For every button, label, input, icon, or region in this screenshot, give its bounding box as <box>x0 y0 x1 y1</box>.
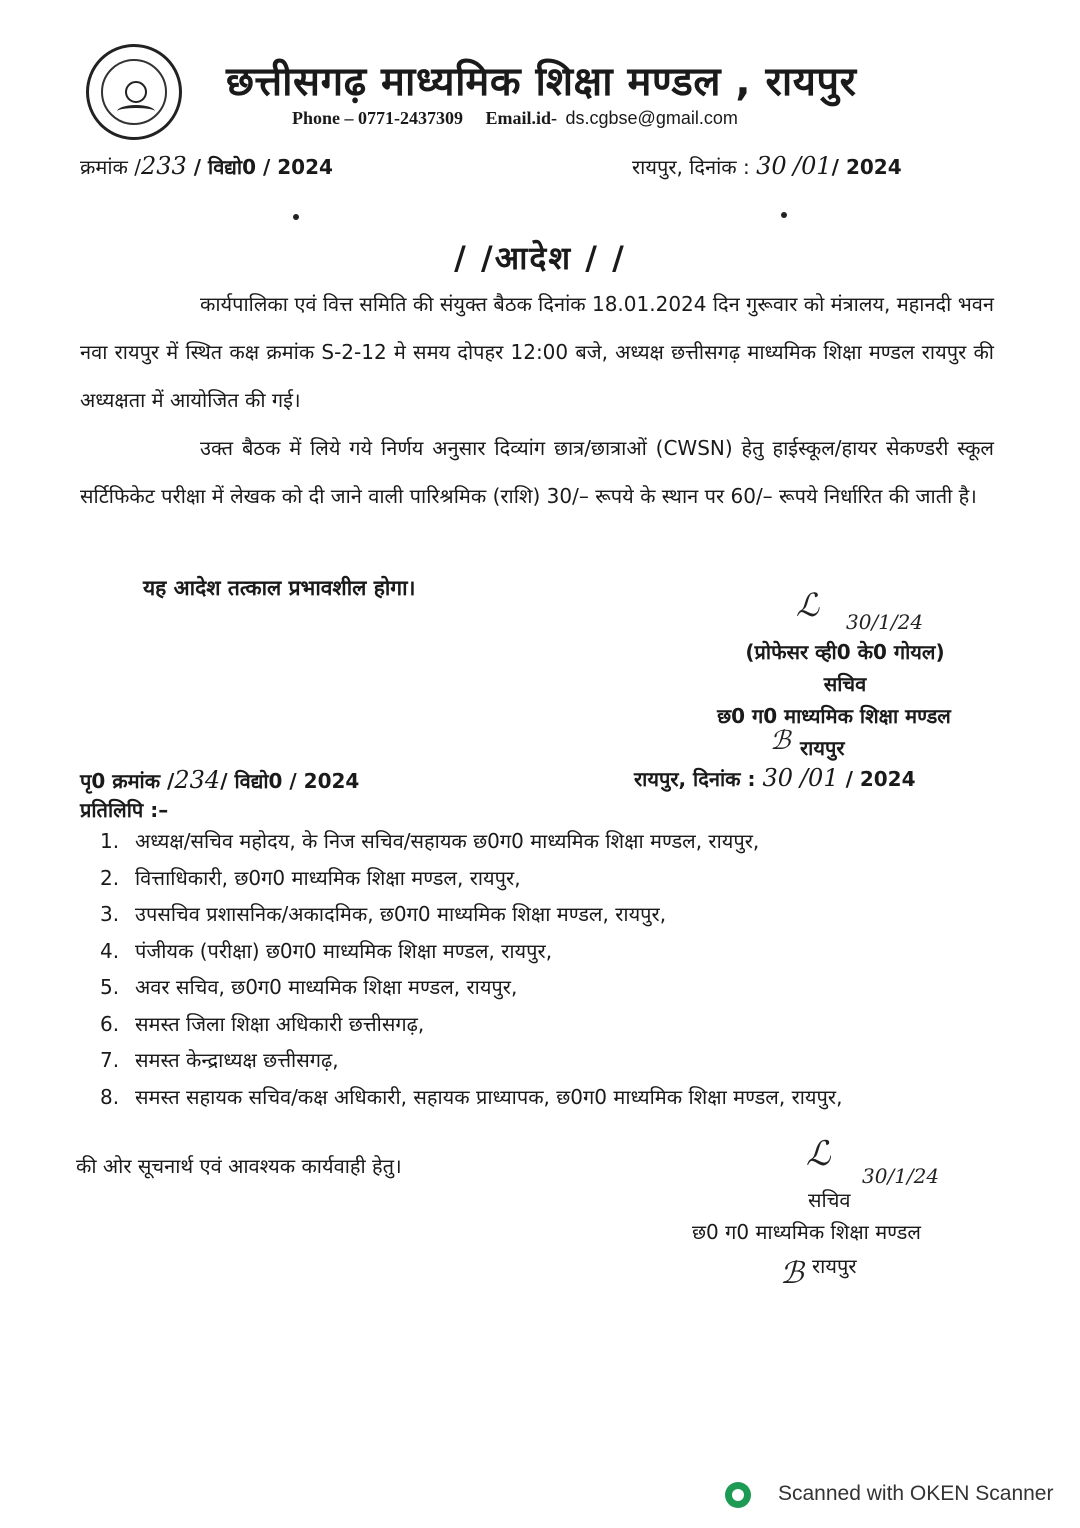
letterhead-contact <box>292 108 738 129</box>
signature-scribble-1: ℒ <box>796 586 820 624</box>
ref2-number: 234 <box>174 766 221 794</box>
ref1-suffix: / विद्यो0 / 2024 <box>186 155 333 179</box>
list-item: 5. अवर सचिव, छ0ग0 माध्यमिक शिक्षा मण्डल, रायपुर, <box>100 975 518 999</box>
seal-center-emblem <box>125 81 147 103</box>
ref1-prefix: क्रमांक / <box>80 155 141 179</box>
body-paragraph-1: कार्यपालिका एवं वित्त समिति की संयुक्त बैठक दिनांक 18.01.2024 दिन गुरूवार को मंत्रालय, महानदी भवन नवा रायपुर में स्थित कक्ष क्रमांक S-2-12 मे समय दोपहर 12:00 बजे, अध्यक्ष छत्तीसगढ़ माध्यमिक शिक्षा मण्डल रायपुर की अध्यक्षता में आयोजित की गई। <box>80 292 994 412</box>
ref2-suffix: / विद्यो0 / 2024 <box>220 769 360 793</box>
ref1-date-prefix: रायपुर, दिनांक : <box>632 155 750 179</box>
reference-date-1: रायपुर, दिनांक : 30 /01/ 2024 <box>632 152 902 180</box>
punch-mark <box>293 214 299 220</box>
ref2-date-day: 30 <box>762 764 793 792</box>
ref2-date-year: / 2024 <box>845 767 916 791</box>
letterhead-title: छत्तीसगढ़ माध्यमिक शिक्षा मण्डल , रायपुर <box>226 59 857 105</box>
seal-book-icon <box>117 105 155 118</box>
email-link[interactable]: ds.cgbse@gmail.com <box>565 108 738 128</box>
signatory-name: (प्रोफेसर व्ही0 के0 गोयल) <box>745 640 945 664</box>
signature-date-2: 30/1/24 <box>862 1164 940 1188</box>
initial-mark-2: ℬ <box>780 1256 804 1291</box>
list-item: 4. पंजीयक (परीक्षा) छ0ग0 माध्यमिक शिक्षा मण्डल, रायपुर, <box>100 938 553 963</box>
list-item: 2. वित्ताधिकारी, छ0ग0 माध्यमिक शिक्षा मण्डल, रायपुर, <box>100 865 521 890</box>
reference-number-2 <box>80 766 359 794</box>
list-item: 1. अध्यक्ष/सचिव महोदय, के निज सचिव/सहायक छ0ग0 माध्यमिक शिक्षा मण्डल, रायपुर, <box>100 829 760 853</box>
email-label: Email.id- <box>485 108 558 128</box>
list-item: 6. समस्त जिला शिक्षा अधिकारी छत्तीसगढ़, <box>100 1011 425 1036</box>
order-title: / /आदेश / / <box>454 239 626 277</box>
ref2-date-month: 01 <box>808 764 839 792</box>
signature-scribble-2: ℒ <box>806 1134 831 1174</box>
punch-mark <box>781 212 787 218</box>
effect-statement: यह आदेश तत्काल प्रभावशील होगा। <box>143 576 416 600</box>
signature-date-1: 30/1/24 <box>846 610 924 634</box>
scanner-watermark: Scanned with OKEN Scanner <box>778 1482 1054 1505</box>
phone-text: Phone – 0771-2437309 <box>292 108 463 128</box>
signatory-city-2: रायपुर <box>812 1254 857 1278</box>
reference-number-1 <box>80 152 333 180</box>
seal-inner-ring <box>101 59 167 125</box>
ref1-date-day: 30 <box>756 152 787 180</box>
ref1-date-year: / 2024 <box>831 155 902 179</box>
signatory-designation-2: सचिव <box>808 1188 851 1212</box>
signatory-organization: छ0 ग0 माध्यमिक शिक्षा मण्डल <box>717 704 951 728</box>
initial-mark-1: ℬ <box>770 726 791 756</box>
ref1-date-month: 01 <box>801 152 832 180</box>
copy-list <box>80 823 1000 1115</box>
signatory-designation: सचिव <box>823 672 867 696</box>
reference-date-2: रायपुर, दिनांक : 30 /01 / 2024 <box>634 764 916 792</box>
ref2-date-prefix: रायपुर, दिनांक : <box>634 767 756 791</box>
closing-line: की ओर सूचनार्थ एवं आवश्यक कार्यवाही हेतु। <box>76 1154 402 1178</box>
signatory-city: रायपुर <box>800 736 845 760</box>
board-seal-icon <box>86 44 182 140</box>
oken-scanner-logo-icon <box>725 1482 751 1508</box>
list-item: 7. समस्त केन्द्राध्यक्ष छत्तीसगढ़, <box>100 1048 339 1072</box>
body-paragraph-2: उक्त बैठक में लिये गये निर्णय अनुसार दिव्यांग छात्र/छात्राओं (CWSN) हेतु हाईस्कूल/हायर सेकण्डरी स्कूल सर्टिफिकेट परीक्षा में लेखक को दी जाने वाली पारिश्रमिक (राशि) 30/– रूपये के स्थान पर 60/– रूपये निर्धारित की जाती है। <box>80 436 994 508</box>
list-item: 3. उपसचिव प्रशासनिक/अकादमिक, छ0ग0 माध्यमिक शिक्षा मण्डल, रायपुर, <box>100 902 667 926</box>
ref1-number: 233 <box>140 152 187 180</box>
ref2-prefix: पृ0 क्रमांक / <box>80 769 175 793</box>
list-item: 8. समस्त सहायक सचिव/कक्ष अधिकारी, सहायक प्राध्यापक, छ0ग0 माध्यमिक शिक्षा मण्डल, रायपुर, <box>100 1084 843 1109</box>
copy-heading: प्रतिलिपि :– <box>80 798 169 822</box>
signatory-organization-2: छ0 ग0 माध्यमिक शिक्षा मण्डल <box>692 1220 921 1244</box>
